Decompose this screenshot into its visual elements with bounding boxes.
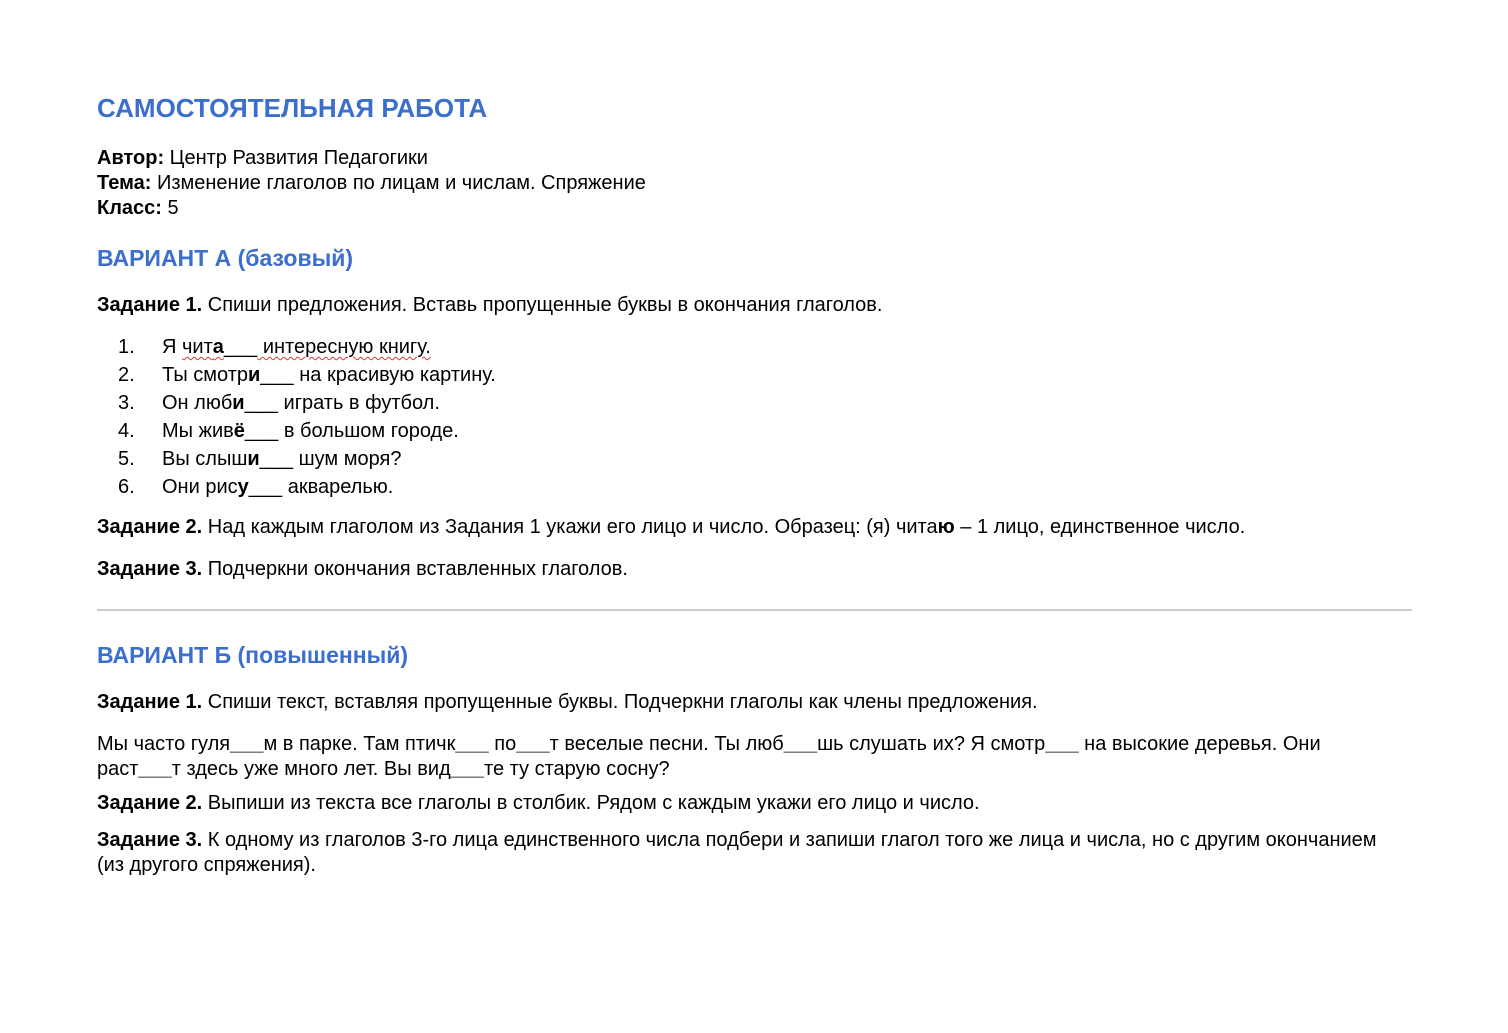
task-label: Задание 1. <box>97 294 203 316</box>
variant-b-task-1 <box>97 690 1038 715</box>
list-number: 4. <box>118 420 135 442</box>
spellcheck-word: чита <box>182 336 224 358</box>
list-text: Я чита___ интересную книгу. <box>162 336 431 358</box>
task-text: Подчеркни окончания вставленных глаголов. <box>207 558 628 580</box>
exercise-passage: Мы часто гуля___м в парке. Там птичк___ по___т веселые песни. Ты люб___шь слушать их? Я смотр___ на высокие деревья. Они раст___т здесь уже много лет. Вы вид___те ту старую сосну? <box>97 733 1321 780</box>
topic-line <box>97 171 646 196</box>
list-number: 5. <box>118 448 135 470</box>
list-text: Мы живё___ в большом городе. <box>162 420 459 442</box>
task-text: Спиши предложения. Вставь пропущенные буквы в окончания глаголов. <box>207 294 883 316</box>
list-number: 1. <box>118 336 135 358</box>
variant-b-task-3 <box>97 828 1377 878</box>
task-text: Спиши текст, вставляя пропущенные буквы. Подчеркни глаголы как члены предложения. <box>207 691 1038 713</box>
variant-a-task-3 <box>97 557 628 582</box>
spellcheck-phrase: интересную книгу. <box>257 336 431 358</box>
task-label: Задание 3. <box>97 829 203 851</box>
task-text: К одному из глаголов 3-го лица единственного числа подбери и запиши глагол того же лица и числа, но с другим окончанием (из другого спряжения). <box>97 829 1377 876</box>
document-meta <box>97 146 646 221</box>
list-text: Ты смотри___ на красивую картину. <box>162 364 496 386</box>
variant-b-task-2 <box>97 791 980 816</box>
topic-label: Тема: <box>97 172 152 194</box>
author-line <box>97 146 646 171</box>
grade-value: 5 <box>167 197 179 219</box>
variant-a-task-1 <box>97 293 882 318</box>
horizontal-divider <box>97 609 1412 611</box>
list-number: 2. <box>118 364 135 386</box>
variant-a-task-2 <box>97 515 1245 540</box>
topic-value: Изменение глаголов по лицам и числам. Спряжение <box>156 172 646 194</box>
task-text: Выпиши из текста все глаголы в столбик. Рядом с каждым укажи его лицо и число. <box>207 792 980 814</box>
task-text: Над каждым глаголом из Задания 1 укажи его лицо и число. Образец: (я) читаю – 1 лицо, единственное число. <box>207 516 1246 538</box>
task-label: Задание 1. <box>97 691 203 713</box>
document-title: САМОСТОЯТЕЛЬНАЯ РАБОТА <box>97 93 488 123</box>
task-label: Задание 3. <box>97 558 203 580</box>
list-number: 3. <box>118 392 135 414</box>
list-text: Вы слыши___ шум моря? <box>162 448 402 470</box>
list-text: Они рису___ акварелью. <box>162 476 394 498</box>
variant-a-heading: ВАРИАНТ А (базовый) <box>97 245 354 271</box>
list-number: 6. <box>118 476 135 498</box>
task-label: Задание 2. <box>97 792 203 814</box>
grade-line <box>97 196 646 221</box>
author-label: Автор: <box>97 147 165 169</box>
task-label: Задание 2. <box>97 516 203 538</box>
author-value: Центр Развития Педагогики <box>169 147 428 169</box>
grade-label: Класс: <box>97 197 162 219</box>
list-text: Он люби___ играть в футбол. <box>162 392 440 414</box>
variant-b-heading: ВАРИАНТ Б (повышенный) <box>97 642 409 668</box>
